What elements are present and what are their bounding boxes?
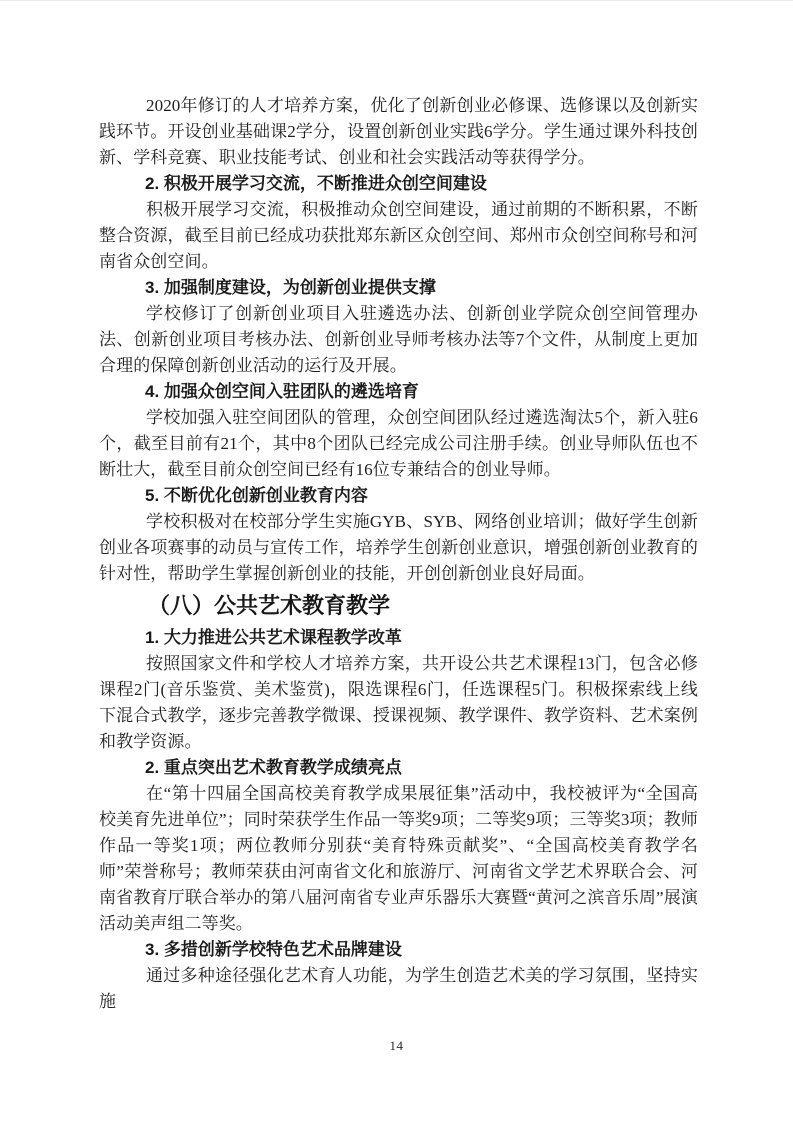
paragraph-art-atmosphere: 通过多种途径强化艺术育人功能，为学生创造艺术美的学习氛围，坚持实施 xyxy=(99,966,698,1011)
page-number: 14 xyxy=(389,1038,404,1053)
paragraph-art-courses: 按照国家文件和学校人才培养方案，共开设公共艺术课程13门，包含必修课程2门(音乐鉴赏、美术鉴赏)，限选课程6门，任选课程5门。积极探索线上线下混合式教学，逐步完善教学微课、授课视频、教学课件、教学资料、艺术案例和教学资源。 xyxy=(99,654,698,751)
page-body xyxy=(99,93,698,1015)
heading-2-art-achievements: 2. 重点突出艺术教育教学成绩亮点 xyxy=(145,758,402,777)
heading-2-exchange-makerspace: 2. 积极开展学习交流，不断推进众创空间建设 xyxy=(145,174,487,193)
page-footer xyxy=(0,1037,793,1055)
paragraph-art-awards: 在“第十四届全国高校美育教学成果展征集”活动中，我校被评为“全国高校美育先进单位”；同时荣获学生作品一等奖9项；二等奖9项；三等奖3项；教师作品一等奖1项；两位教师分别获“美育特殊贡献奖”、“全国高校美育教学名师”荣誉称号；教师荣获由河南省文化和旅游厅、河南省文学艺术界联合会、河南省教育厅联合举办的第八届河南省专业声乐器乐大赛暨“黄河之滨音乐周”展演活动美声组二等奖。 xyxy=(99,784,698,933)
section-heading-public-art-education: （八）公共艺术教育教学 xyxy=(148,593,391,618)
heading-3-art-brand-building: 3. 多措创新学校特色艺术品牌建设 xyxy=(145,940,402,959)
heading-3-system-building: 3. 加强制度建设，为创新创业提供支撑 xyxy=(145,278,436,297)
paragraph-makerspace-progress: 积极开展学习交流，积极推动众创空间建设，通过前期的不断积累，不断整合资源，截至目前已经成功获批郑东新区众创空间、郑州市众创空间称号和河南省众创空间。 xyxy=(99,200,698,271)
heading-5-education-content: 5. 不断优化创新创业教育内容 xyxy=(145,486,368,505)
heading-4-team-selection: 4. 加强众创空间入驻团队的遴选培育 xyxy=(145,382,419,401)
paragraph-system-documents: 学校修订了创新创业项目入驻遴选办法、创新创业学院众创空间管理办法、创新创业项目考核办法、创新创业导师考核办法等7个文件，从制度上更加合理的保障创新创业活动的运行及开展。 xyxy=(99,304,698,375)
heading-1-art-curriculum-reform: 1. 大力推进公共艺术课程教学改革 xyxy=(145,628,402,647)
paragraph-team-management: 学校加强入驻空间团队的管理，众创空间团队经过遴选淘汰5个，新入驻6个，截至目前有21个，其中8个团队已经完成公司注册手续。创业导师队伍也不断壮大，截至目前众创空间已经有16位专兼结合的创业导师。 xyxy=(99,408,698,479)
paragraph-innovation-plan: 2020年修订的人才培养方案，优化了创新创业必修课、选修课以及创新实践环节。开设创业基础课2学分，设置创新创业实践6学分。学生通过课外科技创新、学科竞赛、职业技能考试、创业和社会实践活动等获得学分。 xyxy=(99,96,698,167)
paragraph-training-programs: 学校积极对在校部分学生实施GYB、SYB、网络创业培训；做好学生创新创业各项赛事的动员与宣传工作，培养学生创新创业意识，增强创新创业教育的针对性，帮助学生掌握创新创业的技能，开创创新创业良好局面。 xyxy=(99,512,698,583)
